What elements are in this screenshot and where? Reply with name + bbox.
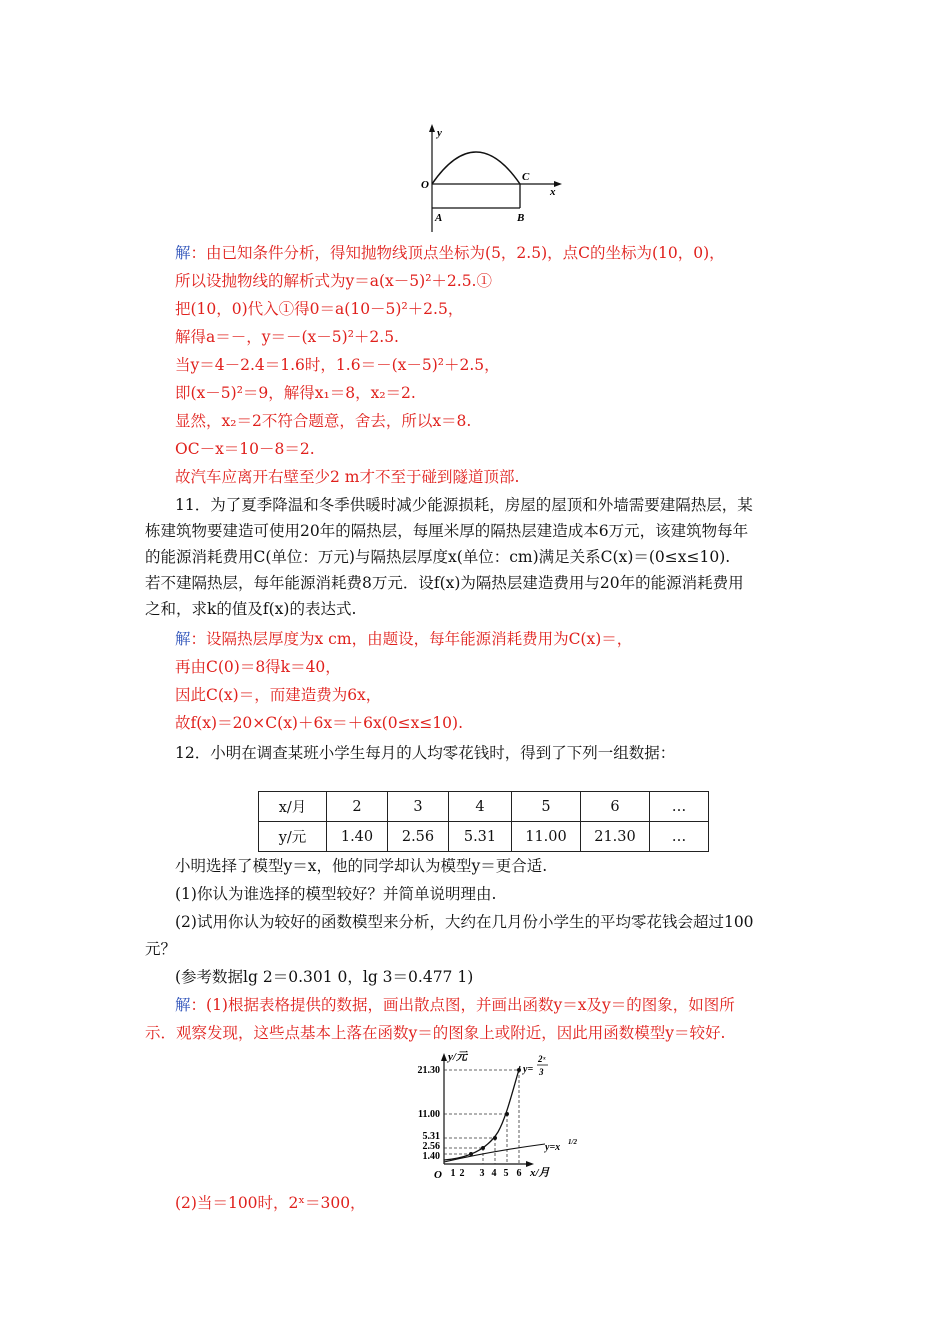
solution-10-line-5: 当y＝4－2.4＝1.6时，1.6＝－(x－5)²＋2.5，	[175, 356, 500, 374]
table-cell: 11.00	[512, 822, 581, 852]
solution-11-line-4: 故f(x)＝20×C(x)＋6x＝＋6x(0≤x≤10).	[175, 714, 464, 732]
solution-11-line-3: 因此C(x)＝，而建造费为6x，	[175, 686, 382, 704]
table-cell: 1.40	[327, 822, 388, 852]
question-12-line-2: 小明选择了模型y＝x，他的同学却认为模型y＝更合适.	[175, 857, 548, 875]
question-11-line-3: 的能源消耗费用C(单位：万元)与隔热层厚度x(单位：cm)满足关系C(x)＝(0≤x≤10).	[145, 548, 731, 566]
table-cell: 4	[449, 792, 512, 822]
graph-y-label: y/元	[448, 1051, 467, 1063]
table-cell: …	[650, 792, 709, 822]
origin-label: O	[421, 179, 429, 191]
curve-label-exp-num: 2ˣ	[538, 1054, 546, 1064]
xtick-label: 6	[516, 1168, 522, 1179]
xtick-label: 1	[450, 1168, 456, 1179]
ytick-label: 11.00	[418, 1109, 440, 1120]
tunnel-figure	[418, 122, 568, 234]
solution-10-line-2: 所以设抛物线的解析式为y＝a(x－5)²＋2.5.①	[175, 272, 492, 290]
table-cell: 3	[388, 792, 449, 822]
y-axis-label: y	[437, 127, 442, 139]
ytick-label: 1.40	[422, 1151, 440, 1162]
point-b-label: B	[517, 212, 525, 224]
question-12-line-4: (2)试用你认为较好的函数模型来分析，大约在几月份小学生的平均零花钱会超过100	[175, 913, 754, 931]
xtick-label: 5	[503, 1168, 509, 1179]
curve-label-exp-den: 3	[539, 1067, 544, 1077]
question-11-line-5: 之和，求k的值及f(x)的表达式.	[145, 600, 357, 618]
solution-12-line-1: 解：(1)根据表格提供的数据，画出散点图，并画出函数y＝x及y＝的图象，如图所	[175, 996, 735, 1014]
solution-10-line-1: 解：由已知条件分析，得知抛物线顶点坐标为(5，2.5)，点C的坐标为(10，0)，	[175, 244, 725, 262]
question-11-line-1: 11．为了夏季降温和冬季供暖时减少能源损耗，房屋的屋顶和外墙需要建隔热层，某	[175, 496, 753, 514]
table-cell: y/元	[259, 822, 327, 852]
ytick-label: 2.56	[422, 1141, 440, 1152]
solution-10-line-6: 即(x－5)²＝9，解得x₁＝8，x₂＝2.	[175, 384, 416, 402]
point-c-label: C	[522, 171, 530, 183]
solution-12-line-3: (2)当＝100时，2ˣ＝300，	[175, 1194, 366, 1212]
question-12-line-3: (1)你认为谁选择的模型较好？并简单说明理由.	[175, 885, 497, 903]
table-cell: 5	[512, 792, 581, 822]
table-row	[259, 822, 709, 852]
question-11-line-2: 栋建筑物要建造可使用20年的隔热层，每厘米厚的隔热层建造成本6万元，该建筑物每年	[145, 522, 749, 540]
table-cell: x/月	[259, 792, 327, 822]
question-11-line-4: 若不建隔热层，每年能源消耗费8万元．设f(x)为隔热层建造费用与20年的能源消耗费用	[145, 574, 744, 592]
point-a-label: A	[435, 212, 443, 224]
graph-x-label: x/月	[530, 1167, 550, 1179]
data-table	[258, 791, 709, 852]
xtick-label: 2	[459, 1168, 465, 1179]
solution-11-line-2: 再由C(0)＝8得k＝40，	[175, 658, 341, 676]
table-cell: 2	[327, 792, 388, 822]
solution-10-line-7: 显然，x₂＝2不符合题意，舍去，所以x＝8.	[175, 412, 472, 430]
ytick-label: 5.31	[422, 1131, 440, 1142]
table-row	[259, 792, 709, 822]
question-12-line-6: (参考数据lg 2＝0.301 0，lg 3＝0.477 1)	[175, 968, 474, 986]
table-cell: 21.30	[581, 822, 650, 852]
graph-origin: O	[434, 1169, 442, 1181]
curve-label-sqrt-exp: 1/2	[568, 1138, 577, 1146]
table-cell: 6	[581, 792, 650, 822]
table-cell: 2.56	[388, 822, 449, 852]
xtick-label: 4	[491, 1168, 497, 1179]
question-12-line-1: 12．小明在调查某班小学生每月的人均零花钱时，得到了下列一组数据：	[175, 744, 676, 762]
solution-label: 解	[175, 630, 191, 648]
solution-label: 解	[175, 244, 191, 262]
solution-label: 解	[175, 996, 191, 1014]
xtick-label: 3	[479, 1168, 485, 1179]
ytick-label: 21.30	[417, 1065, 440, 1076]
curve-label-sqrt: y=x	[545, 1142, 561, 1153]
solution-10-line-3: 把(10，0)代入①得0＝a(10－5)²＋2.5，	[175, 300, 464, 318]
curve-label-exp: y=	[523, 1064, 534, 1075]
solution-12-line-2: 示．观察发现，这些点基本上落在函数y＝的图象上或附近，因此用函数模型y＝较好.	[145, 1024, 726, 1042]
x-axis-label: x	[550, 186, 556, 198]
solution-10-line-9: 故汽车应离开右壁至少2 m才不至于碰到隧道顶部.	[175, 468, 520, 486]
table-cell: …	[650, 822, 709, 852]
table-cell: 5.31	[449, 822, 512, 852]
question-12-line-5: 元？	[145, 940, 177, 958]
solution-10-line-4: 解得a＝－，y＝－(x－5)²＋2.5.	[175, 328, 399, 346]
function-graph	[400, 1048, 590, 1188]
solution-10-line-8: OC－x＝10－8＝2.	[175, 440, 315, 458]
solution-11-line-1: 解：设隔热层厚度为x cm，由题设，每年能源消耗费用为C(x)＝，	[175, 630, 633, 648]
